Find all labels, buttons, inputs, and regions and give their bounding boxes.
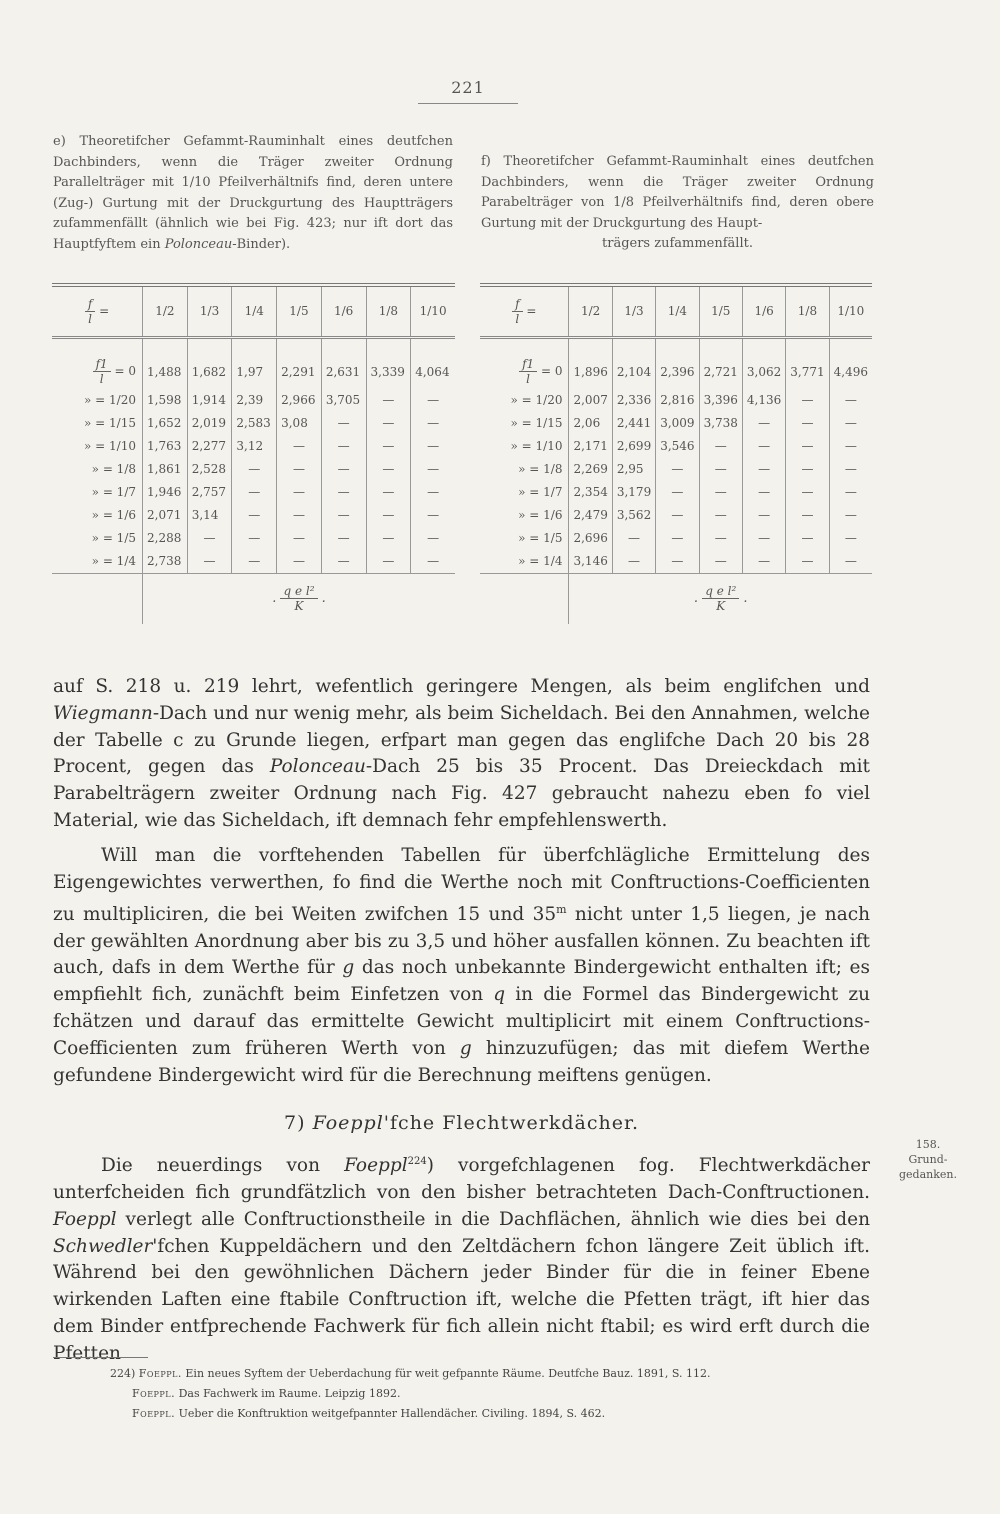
table-cell: — — [699, 435, 742, 458]
table-cell: — — [786, 550, 829, 574]
table-cell: 3,12 — [232, 435, 277, 458]
column-header: 1/2 — [143, 285, 188, 337]
table-cell: 3,08 — [277, 412, 322, 435]
table-cell: 2,696 — [569, 527, 612, 550]
footnote-rule — [53, 1357, 148, 1358]
table-cell: — — [829, 412, 872, 435]
table-row — [52, 337, 455, 389]
table-cell: 2,528 — [187, 458, 232, 481]
row-label: » = 1/10 — [84, 439, 136, 453]
row-label: » = 1/20 — [510, 393, 563, 407]
table-cell: 2,631 — [321, 337, 366, 389]
table-cell: — — [277, 458, 322, 481]
footnotes — [110, 1364, 870, 1424]
table-cell: — — [829, 389, 872, 412]
table-cell: 2,277 — [187, 435, 232, 458]
table-cell: 2,95 — [612, 458, 655, 481]
table-footer-row — [52, 573, 455, 624]
table-header-row — [52, 285, 455, 337]
table-row — [480, 412, 872, 435]
table-cell: — — [656, 527, 699, 550]
column-header: 1/5 — [277, 285, 322, 337]
table-cell: 1,488 — [143, 337, 188, 389]
table-cell: — — [612, 550, 655, 574]
paragraph-1: auf S. 218 u. 219 lehrt, wefentlich geringere Mengen, als beim englifchen und Wiegmann-Dach und nur wenig mehr, als beim Sicheldach. Bei den Annahmen, welche der Tabelle c zu Grunde liegen, erfpart man gegen das englifche Dach 20 bis 28 Procent, gegen das Polonceau-Dach 25 bis 35 Procent. Das Dreieckdach mit Parabelträgern zweiter Ordnung nach Fig. 427 gebraucht nahezu eben fo viel Material, wie das Sicheldach, ift demnach fehr empfehlenswerth. — [53, 676, 870, 831]
table-cell: 3,771 — [786, 337, 829, 389]
header-label: $\frac{f}{l}$ = — [52, 285, 143, 337]
section-heading: 7) Foeppl'fche Flechtwerkdächer. — [284, 1112, 639, 1134]
table-cell: — — [786, 504, 829, 527]
table-cell: 1,946 — [143, 481, 188, 504]
table-row — [52, 527, 455, 550]
paragraph-2: Will man die vorftehenden Tabellen für überfchlägliche Ermittelung des Eigengewichtes verwerthen, fo find die Werthe noch mit Conftructions-Coefficienten zu multipliciren, die bei Weiten zwifchen 15 und 35$^m$ nicht unter 1,5 liegen, je nach der gewählten Anordnung aber bis zu 3,5 und höher ausfallen können. Zu beachten ift auch, dafs in dem Werthe für g das noch unbekannte Bindergewicht enthalten ift; es empfiehlt fich, zunächft beim Einfetzen von q in die Formel das Bindergewicht zu fchätzen und darauf das ermittelte Gewicht multiplicirt mit einem Conftructions-Coefficienten zum früheren Werth von g hinzuzufügen; das mit diefem Werthe gefundene Bindergewicht wird für die Berechnung meiftens genügen. — [53, 845, 871, 1086]
row-label: » = 1/6 — [91, 508, 136, 522]
table-cell: 3,396 — [699, 389, 742, 412]
table-cell: — — [786, 481, 829, 504]
table-cell: — — [786, 412, 829, 435]
table-row — [52, 412, 455, 435]
row-label: » = 1/4 — [91, 554, 136, 568]
table-cell: — — [656, 458, 699, 481]
row-label: » = 1/7 — [518, 485, 563, 499]
table-cell: 1,861 — [143, 458, 188, 481]
table-cell: — — [411, 412, 455, 435]
table-cell: — — [699, 550, 742, 574]
table-cell: 1,652 — [143, 412, 188, 435]
row-label: » = 1/6 — [518, 508, 563, 522]
table-e-caption: e) Theoretifcher Gefammt-Rauminhalt eines deutfchen Dachbinders, wenn die Träger zweiter Ordnung Parallelträger mit 1/10 Pfeilverhältnifs find, deren untere (Zug-) Gurtung mit der Druckgurtung des Hauptträgers zufammenfällt (ähnlich wie bei Fig. 423; nur ift dort das Hauptfyftem ein Polonceau-Binder). — [53, 134, 453, 252]
table-cell: 3,179 — [612, 481, 655, 504]
table-cell: — — [612, 527, 655, 550]
column-header: 1/8 — [786, 285, 829, 337]
table-cell: — — [366, 481, 411, 504]
table-cell: — — [742, 412, 785, 435]
table-cell: — — [411, 389, 455, 412]
table-cell: — — [656, 481, 699, 504]
table-cell: 2,336 — [612, 389, 655, 412]
table-cell: 3,705 — [321, 389, 366, 412]
table-row — [480, 527, 872, 550]
table-cell: 2,479 — [569, 504, 612, 527]
table-cell: 2,269 — [569, 458, 612, 481]
table-cell: — — [829, 481, 872, 504]
table-cell: — — [232, 527, 277, 550]
column-header: 1/2 — [569, 285, 612, 337]
row-label: » = 1/8 — [91, 462, 136, 476]
column-header: 1/8 — [366, 285, 411, 337]
table-cell: — — [232, 550, 277, 574]
table-cell: — — [656, 504, 699, 527]
table-cell: 3,009 — [656, 412, 699, 435]
table-cell: 2,816 — [656, 389, 699, 412]
table-cell: 2,583 — [232, 412, 277, 435]
table-cell: — — [277, 435, 322, 458]
table-cell: — — [232, 481, 277, 504]
row-label: » = 1/5 — [518, 531, 563, 545]
table-cell: 3,546 — [656, 435, 699, 458]
table-row — [480, 435, 872, 458]
column-header: 1/4 — [656, 285, 699, 337]
table-cell: 2,007 — [569, 389, 612, 412]
table-header-row — [480, 285, 872, 337]
table-cell: — — [366, 412, 411, 435]
table-cell: 2,738 — [143, 550, 188, 574]
row-label: $\frac{f1}{l}$ = 0 — [52, 337, 143, 389]
table-row — [480, 337, 872, 389]
caption-italic-name: Polonceau — [164, 236, 233, 252]
table-cell: — — [366, 527, 411, 550]
caption-fraction: 1/8 — [613, 195, 634, 210]
table-cell: — — [277, 527, 322, 550]
row-label: » = 1/4 — [518, 554, 563, 568]
table-cell: — — [366, 389, 411, 412]
margin-note: 158. Grund- gedanken. — [899, 1138, 957, 1181]
table-cell: — — [366, 504, 411, 527]
table-row — [52, 504, 455, 527]
table-cell: 4,496 — [829, 337, 872, 389]
table-cell: — — [232, 504, 277, 527]
table-cell: 2,699 — [612, 435, 655, 458]
caption-fraction: 1/10 — [181, 175, 211, 190]
table-cell: — — [321, 527, 366, 550]
table-cell: 3,14 — [187, 504, 232, 527]
table-cell: 4,064 — [411, 337, 455, 389]
table-cell: 2,39 — [232, 389, 277, 412]
table-cell: 2,441 — [612, 412, 655, 435]
row-label: » = 1/10 — [510, 439, 563, 453]
column-header: 1/6 — [742, 285, 785, 337]
table-cell: 2,291 — [277, 337, 322, 389]
row-label: » = 1/8 — [518, 462, 563, 476]
column-header: 1/6 — [321, 285, 366, 337]
table-cell: 3,062 — [742, 337, 785, 389]
table-cell: — — [699, 527, 742, 550]
table-cell: 2,757 — [187, 481, 232, 504]
table-cell: 1,97 — [232, 337, 277, 389]
table-cell: 2,354 — [569, 481, 612, 504]
table-cell: 3,146 — [569, 550, 612, 574]
table-cell: — — [656, 550, 699, 574]
table-cell: — — [829, 504, 872, 527]
table-cell: — — [411, 458, 455, 481]
table-cell: 1,682 — [187, 337, 232, 389]
table-cell: 2,721 — [699, 337, 742, 389]
table-cell: — — [786, 458, 829, 481]
table-f-caption: f) Theoretifcher Gefammt-Rauminhalt eines deutfchen Dachbinders, wenn die Träger zweiter Ordnung Parabelträger von 1/8 Pfeilverhältnifs find, deren obere Gurtung mit der Druckgurtung des Haupt- trägers zufammenfällt. — [481, 154, 874, 251]
header-label: $\frac{f}{l}$ = — [480, 285, 569, 337]
column-header: 1/10 — [829, 285, 872, 337]
table-cell: — — [411, 527, 455, 550]
table-cell: — — [411, 550, 455, 574]
table-cell: 2,019 — [187, 412, 232, 435]
table-cell: — — [829, 435, 872, 458]
table-cell: — — [742, 481, 785, 504]
table-cell: 4,136 — [742, 389, 785, 412]
paragraph-3: Die neuerdings von Foeppl$^{224}$) vorgefchlagenen fog. Flechtwerkdächer unterfcheiden fich grundfätzlich von den bisher betrachteten Dach-Conftructionen. Foeppl verlegt alle Conftructionstheile in die Dachflächen, ähnlich wie dies bei den Schwedler'fchen Kuppeldächern und den Zeltdächern fchon längere Zeit üblich ift. Während bei den gewöhnlichen Dächern jeder Binder für die in feiner Ebene wirkenden Laften eine ftabile Conftruction ift, welche die Pfetten trägt, ift hier das dem Binder entfprechende Fachwerk für fich allein nicht ftabil; es wird erft durch die Pfetten — [53, 1155, 871, 1364]
table-cell: 2,06 — [569, 412, 612, 435]
table-cell: 1,763 — [143, 435, 188, 458]
column-header: 1/10 — [411, 285, 455, 337]
table-cell: — — [277, 504, 322, 527]
table-cell: — — [187, 550, 232, 574]
table-row — [52, 435, 455, 458]
footnote: 224) Foeppl. Ein neues Syftem der Ueberdachung für weit gefpannte Räume. Deutfche Bauz. 1891, S. 112. — [110, 1367, 711, 1380]
table-cell: — — [742, 527, 785, 550]
row-label: » = 1/7 — [91, 485, 136, 499]
table-cell: — — [321, 412, 366, 435]
table-cell: — — [366, 435, 411, 458]
table-cell: 2,104 — [612, 337, 655, 389]
table-row — [480, 481, 872, 504]
table-cell: — — [699, 504, 742, 527]
table-cell: — — [321, 435, 366, 458]
page-number: 221 — [418, 78, 518, 104]
table-cell: — — [786, 389, 829, 412]
table-cell: — — [829, 458, 872, 481]
table-cell: — — [411, 481, 455, 504]
table-cell: 1,914 — [187, 389, 232, 412]
table-cell: — — [321, 550, 366, 574]
table-cell: — — [411, 504, 455, 527]
row-label: » = 1/15 — [510, 416, 563, 430]
table-row — [52, 389, 455, 412]
table-cell: 3,562 — [612, 504, 655, 527]
row-label: » = 1/5 — [91, 531, 136, 545]
row-label: » = 1/15 — [84, 416, 136, 430]
table-cell: — — [277, 481, 322, 504]
table-cell: 2,171 — [569, 435, 612, 458]
column-header: 1/5 — [699, 285, 742, 337]
table-cell: — — [366, 550, 411, 574]
table-row — [52, 481, 455, 504]
table-cell: — — [742, 458, 785, 481]
column-header: 1/4 — [232, 285, 277, 337]
table-cell: — — [321, 481, 366, 504]
table-cell: — — [786, 435, 829, 458]
column-header: 1/3 — [187, 285, 232, 337]
table-cell: 2,071 — [143, 504, 188, 527]
table-cell: 1,896 — [569, 337, 612, 389]
column-header: 1/3 — [612, 285, 655, 337]
table-cell: 3,738 — [699, 412, 742, 435]
table-row — [52, 550, 455, 574]
table-cell: — — [699, 458, 742, 481]
table-footer-formula: . $\frac{\text{q e l²}}{K}$ . — [569, 573, 872, 624]
table-row — [480, 504, 872, 527]
table-cell: 2,966 — [277, 389, 322, 412]
table-f — [480, 283, 872, 624]
table-cell: — — [699, 481, 742, 504]
table-cell: 1,598 — [143, 389, 188, 412]
footnote: Foeppl. Das Fachwerk im Raume. Leipzig 1892. — [132, 1387, 401, 1400]
table-cell: — — [187, 527, 232, 550]
table-cell: — — [742, 504, 785, 527]
table-cell: — — [232, 458, 277, 481]
table-cell: — — [366, 458, 411, 481]
table-cell: — — [321, 458, 366, 481]
table-footer-row — [480, 573, 872, 624]
table-row — [480, 389, 872, 412]
table-cell: — — [742, 435, 785, 458]
table-cell: — — [829, 550, 872, 574]
table-cell: 3,339 — [366, 337, 411, 389]
row-label: $\frac{f1}{l}$ = 0 — [480, 337, 569, 389]
table-footer-formula: . $\frac{\text{q e l²}}{K}$ . — [143, 573, 456, 624]
table-row — [52, 458, 455, 481]
table-cell: — — [277, 550, 322, 574]
table-cell: 2,288 — [143, 527, 188, 550]
table-cell: 2,396 — [656, 337, 699, 389]
table-cell: — — [786, 527, 829, 550]
table-cell: — — [829, 527, 872, 550]
table-e — [52, 283, 455, 624]
table-row — [480, 458, 872, 481]
table-cell: — — [321, 504, 366, 527]
row-label: » = 1/20 — [84, 393, 136, 407]
table-cell: — — [742, 550, 785, 574]
footnote: Foeppl. Ueber die Konftruktion weitgefpannter Hallendächer. Civiling. 1894, S. 462. — [132, 1407, 606, 1420]
table-row — [480, 550, 872, 574]
table-cell: — — [411, 435, 455, 458]
